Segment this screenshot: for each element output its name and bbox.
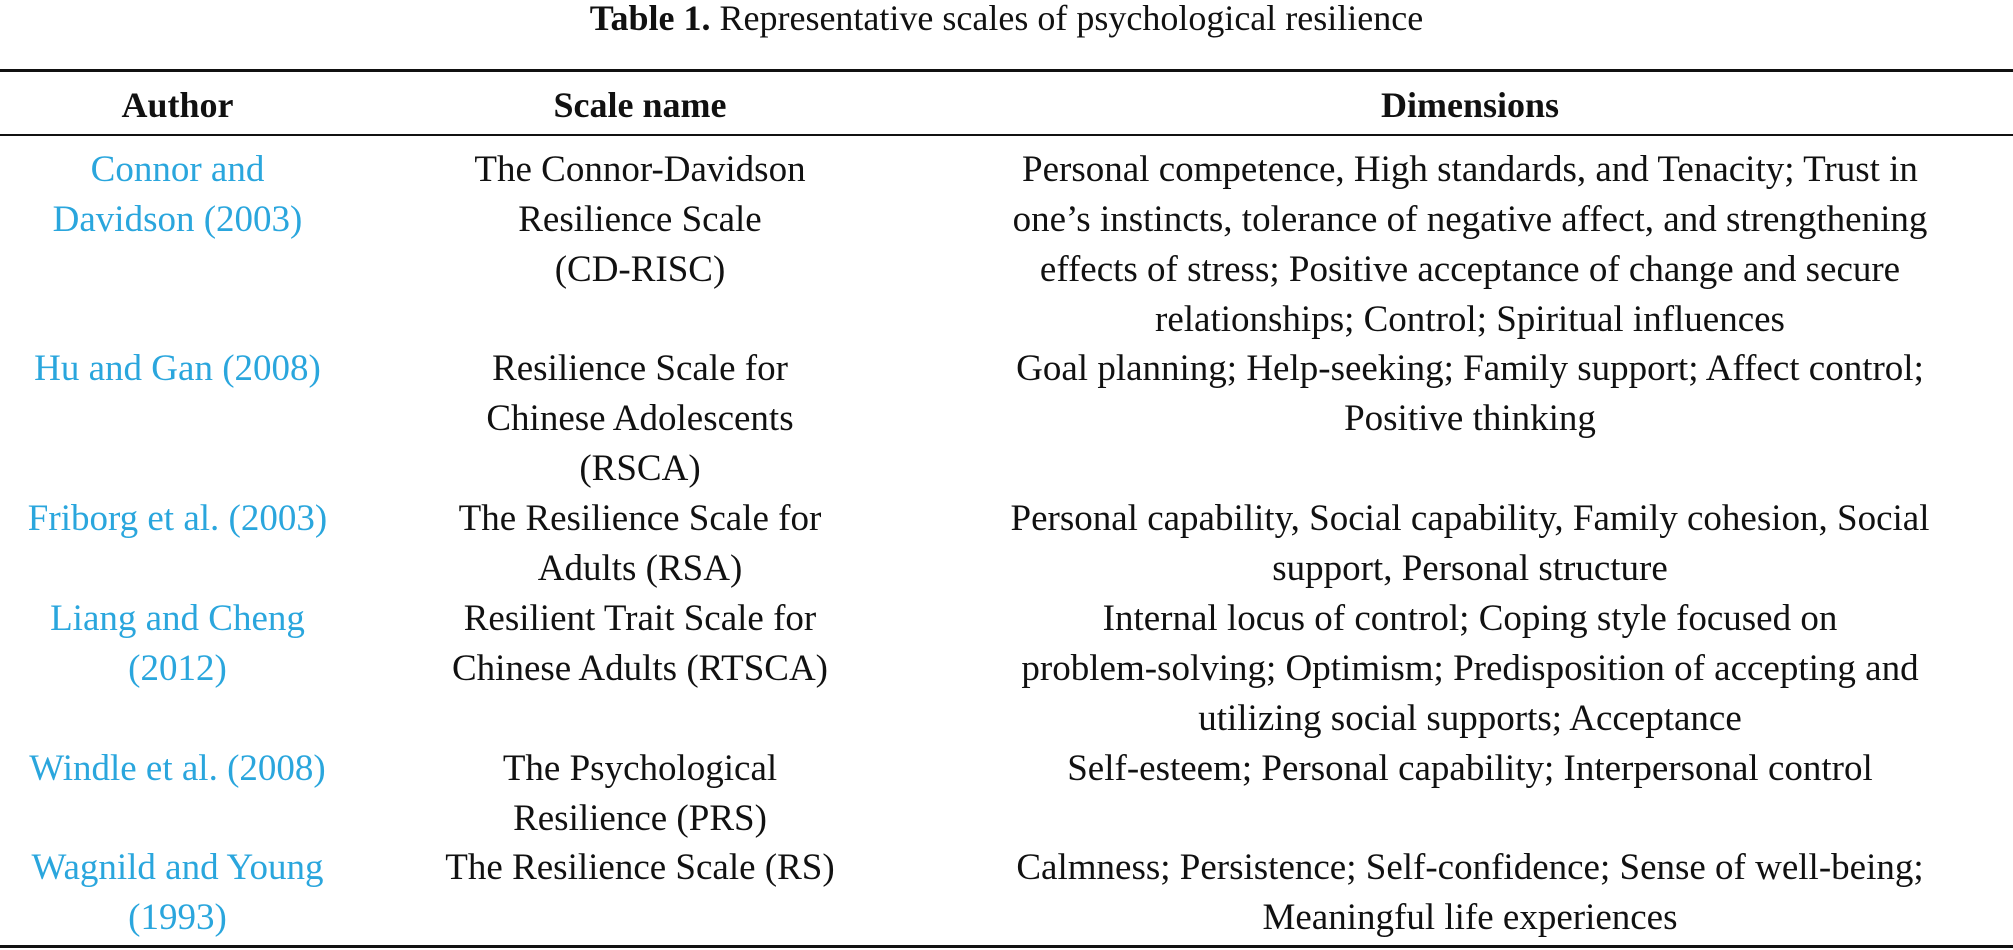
author-line: Hu and Gan (2008) <box>34 348 321 389</box>
dimensions-line: Positive thinking <box>1344 398 1596 439</box>
author-line: Windle et al. (2008) <box>29 748 326 789</box>
author-link[interactable] <box>0 594 355 694</box>
scale-name-cell <box>413 145 867 295</box>
dimensions-line: support, Personal structure <box>1272 548 1668 589</box>
dimensions-line: problem-solving; Optimism; Predisposition of accepting and <box>1021 648 1919 689</box>
column-header-scale-name: Scale name <box>553 85 727 125</box>
scale-line: The Resilience Scale (RS) <box>445 847 835 888</box>
scale-name-cell <box>413 594 867 694</box>
table-caption <box>0 0 2013 36</box>
author-line: (2012) <box>128 648 227 689</box>
dimensions-line: Personal capability, Social capability, Family cohesion, Social <box>1010 498 1930 539</box>
dimensions-line: one’s instincts, tolerance of negative affect, and strengthening <box>1012 199 1928 240</box>
dimensions-line: Calmness; Persistence; Self-confidence; Sense of well-being; <box>1016 847 1924 888</box>
dimensions-line: Personal competence, High standards, and Tenacity; Trust in <box>1022 149 1918 190</box>
author-line: (1993) <box>128 897 227 938</box>
author-link[interactable] <box>0 843 355 943</box>
scale-line: (CD-RISC) <box>554 249 726 290</box>
dimensions-line: relationships; Control; Spiritual influences <box>1155 299 1785 340</box>
scale-name-cell <box>413 344 867 494</box>
dimensions-cell <box>948 843 1992 943</box>
table-bottom-rule <box>0 945 2013 948</box>
author-link[interactable] <box>0 744 355 794</box>
scale-line: The Connor-Davidson <box>474 149 806 190</box>
author-link[interactable] <box>0 344 355 394</box>
scale-line: Resilience (PRS) <box>513 798 767 839</box>
author-line: Connor and <box>90 149 265 190</box>
author-line: Davidson (2003) <box>52 199 303 240</box>
dimensions-cell <box>948 344 1992 444</box>
author-line: Friborg et al. (2003) <box>27 498 328 539</box>
scale-name-cell <box>413 494 867 594</box>
table-caption-text: Representative scales of psychological resilience <box>719 0 1424 38</box>
dimensions-line: effects of stress; Positive acceptance of change and secure <box>1039 249 1901 290</box>
scale-name-cell <box>413 744 867 844</box>
scale-line: Chinese Adolescents <box>486 398 794 439</box>
dimensions-cell <box>948 145 1992 345</box>
dimensions-line: Self-esteem; Personal capability; Interpersonal control <box>1067 748 1873 789</box>
column-header-author: Author <box>121 85 234 125</box>
dimensions-line: Internal locus of control; Coping style focused on <box>1102 598 1838 639</box>
scale-line: The Resilience Scale for <box>458 498 822 539</box>
author-line: Wagnild and Young <box>31 847 324 888</box>
scale-line: (RSCA) <box>579 448 701 489</box>
dimensions-line: Goal planning; Help-seeking; Family support; Affect control; <box>1016 348 1924 389</box>
dimensions-cell <box>948 744 1992 794</box>
scale-line: Adults (RSA) <box>537 548 743 589</box>
dimensions-line: utilizing social supports; Acceptance <box>1198 698 1742 739</box>
author-line: Liang and Cheng <box>50 598 305 639</box>
scale-name-cell <box>413 843 867 893</box>
scale-line: Resilience Scale for <box>492 348 788 389</box>
author-link[interactable] <box>0 494 355 544</box>
scale-line: Chinese Adults (RTSCA) <box>451 648 829 689</box>
table-top-rule <box>0 69 2013 72</box>
dimensions-line: Meaningful life experiences <box>1262 897 1678 938</box>
dimensions-cell <box>948 594 1992 744</box>
scale-line: Resilient Trait Scale for <box>463 598 817 639</box>
table-header-rule <box>0 134 2013 136</box>
table-caption-label: Table 1. <box>589 0 711 38</box>
dimensions-cell <box>948 494 1992 594</box>
scale-line: The Psychological <box>502 748 778 789</box>
scale-line: Resilience Scale <box>518 199 762 240</box>
author-link[interactable] <box>0 145 355 245</box>
column-header-dimensions: Dimensions <box>1380 85 1560 125</box>
